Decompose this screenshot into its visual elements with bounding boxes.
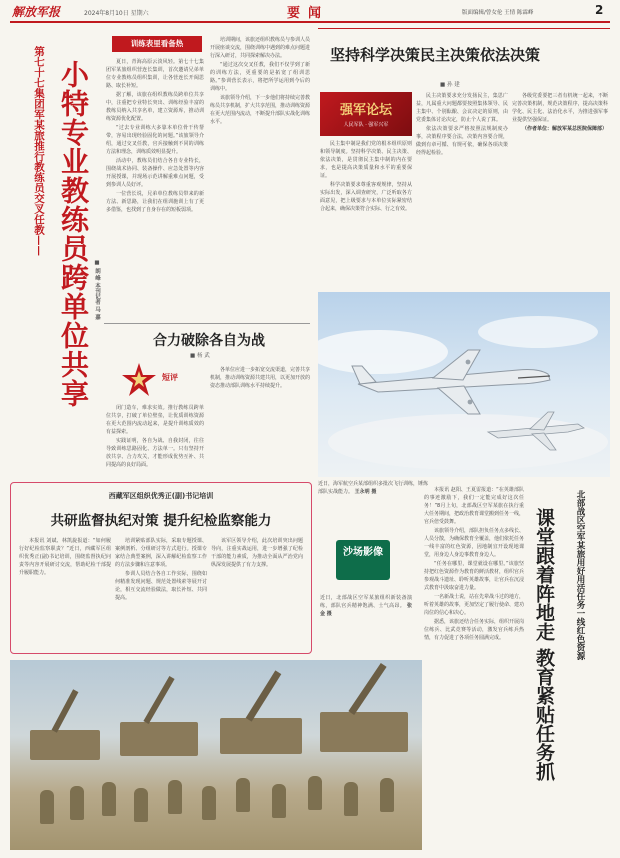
article4-col1	[19, 537, 111, 647]
article3-col2	[416, 92, 508, 288]
article1-paragraph: 夏日，青海高原云淡风轻。第七十七集团军某旅组织营连长集训，首次邀请兄弟单位专业教练员组织集训，让各营连长开阔思路、取长补短。	[106, 59, 204, 89]
feature-caption-text: 近日，北部战区空军某旅组织新装备演练，部队官兵精神饱满、士气高昂。	[320, 595, 412, 609]
article3-title: 坚持科学决策民主决策依法决策	[330, 46, 541, 64]
article4-paragraph: 参训人员结合各自工作实际，围绕如何精准发现问题、规范处置线索等展开讨论，相互交流经验做法，取长补短、共同提高。	[115, 571, 207, 601]
masthead-editors: 版面编辑/曾女伦 王情 陈霖峰	[462, 10, 534, 16]
article2-body-left	[106, 404, 204, 484]
forum-badge-title: 强军论坛	[339, 103, 392, 118]
article1-subtitle: 第七十七集团军某旅推行教练员交叉任教——	[33, 46, 45, 256]
artillery-vehicle	[120, 722, 198, 756]
artillery-vehicle	[220, 718, 302, 754]
article2-body-right	[210, 366, 310, 484]
article5-title: 课堂跟着阵地走 教育紧贴任务抓	[533, 508, 555, 781]
article3-byline: ■ 孙 建	[440, 82, 460, 88]
star-emblem-icon	[120, 360, 158, 400]
soldier	[236, 778, 250, 812]
article1-paragraph: 活动中，教练员们结合各自专业特长，围绕战术协同、装备操作、应急处置等内容开展授课，并现场示范讲解重难点问题，受到参训人员好评。	[106, 158, 204, 188]
artillery-vehicle	[30, 730, 100, 760]
article3-paragraph: （作者单位：解放军某总医院保障部）	[522, 126, 608, 132]
article3-paragraph: 民主集中制是我们党的根本组织原则和领导制度。坚持科学决策、民主决策、依法决策，是贯彻民主集中制的内在要求，也是提高决策质量和水平的重要保证。	[320, 141, 412, 179]
soldier	[70, 786, 84, 820]
article4-paragraph: 本报讯 刘斌、林凯旋报道：“如何履行好纪检监察职责？”近日，西藏军区组织优秀正(副)书记培训，围绕监督执纪问责等内容开展研讨交流，帮助纪检干部提升履职能力。	[19, 538, 111, 576]
article3-col1	[320, 140, 412, 290]
article4-paragraph: 培训紧贴部队实际，采取专题授课、案例剖析、分组研讨等方式进行。授课专家结合典型案例，深入讲解纪检监察工作的方法步骤和注意事项。	[115, 538, 207, 568]
page-number: 2	[595, 3, 604, 17]
article2-title: 合力破除各自为战	[153, 333, 265, 349]
masthead-logo: 解放军报	[12, 5, 61, 19]
article1-paragraph: 一位营长说，兄弟单位教练员带来的新方法、新思路，让我们在组训施训上有了更多借鉴，也找到了自身存在的短板弱项。	[106, 191, 204, 213]
article1-paragraph: “过去专业训练大多靠本单位骨干传帮带，容易出现经验固化的问题。”该旅领导介绍，通过交叉任教，官兵接触到不同的训练方法和理念，训练质效明显提升。	[106, 125, 204, 155]
article3-paragraph: 民主决策要求充分发扬民主，集思广益，凡属重大问题都要按照集体领导、民主集中、个别酝酿、会议决定的原则，由党委集体讨论决定，防止个人说了算。	[416, 93, 508, 123]
article2-byline: ■ 杨 武	[190, 353, 210, 359]
article5-body	[424, 486, 524, 816]
article5-paragraph: 该旅领导介绍，部队担负任务点多线长、人员分散，为确保教育全覆盖，他们依托任务一线丰富的红色资源，因地制宜开设现地课堂，用身边人身边事教育身边人。	[424, 528, 524, 558]
soldier	[308, 776, 322, 810]
article1-paragraph: 据了解，该旅在组织教练员跨单位共享中，注重把专业特长突出、训练经验丰富的教练员纳入共享名单，建立资源库，推动训练资源优化配置。	[106, 92, 204, 122]
artillery-vehicle	[320, 712, 408, 752]
forum-badge	[320, 92, 412, 136]
aircraft-caption-credit: 王永明 摄	[354, 489, 377, 495]
section-title: 要闻	[287, 6, 330, 21]
article3-col3	[512, 92, 608, 288]
article2-paragraph: 闭门造车，难求实效。推行教练员跨单位共享，打破了单位壁垒，让优质训练资源在更大范围内流动起来，是提升训练质效的有益探索。	[106, 405, 204, 435]
column-mid-paragraph: 培训期间，该旅还组织教练员与参训人员开展座谈交流，围绕训练中遇到的难点问题进行深入研讨，共同探索解决办法。	[210, 37, 310, 59]
short-comment-emblem	[120, 360, 158, 400]
soldier	[344, 782, 358, 816]
artillery-photo	[10, 660, 422, 850]
soldier	[134, 788, 148, 822]
feature-caption-credit: 张 金 摄	[320, 603, 412, 617]
aircraft-illustration	[318, 292, 610, 477]
soldier	[380, 778, 394, 812]
article1-kicker: 训练表里看备热	[130, 39, 184, 48]
masthead	[0, 0, 620, 22]
forum-badge-subtitle: 人民军队 · 强军兴军	[343, 122, 389, 128]
feature-badge	[336, 540, 390, 580]
article5-subtitle: 北部战区空军某旅用好用活任务一线红色资源	[575, 490, 585, 660]
column-mid-body	[210, 36, 310, 336]
article4-title: 共研监督执纪对策 提升纪检监察能力	[50, 513, 272, 529]
article3-paragraph: 各级党委要把三者有机统一起来，不断完善决策机制，规范决策程序，提高决策科学化、民主化、法治化水平，为推进强军事业提供坚强保证。	[512, 93, 608, 123]
article2-paragraph: 各单位应进一步拓宽交流渠道，完善共享机制，推动训练资源共建共用，以更加开放的姿态推动部队训练水平持续提升。	[210, 367, 310, 389]
soldier	[102, 782, 116, 816]
aircraft-photo	[318, 292, 610, 477]
soldier	[40, 790, 54, 824]
article5-paragraph: 一名新战士说，站在先辈战斗过的地方，听着英雄的故事，更加坚定了履行使命、建功岗位的信心和决心。	[424, 594, 524, 616]
article4-col3	[211, 537, 303, 647]
article2-paragraph: 实践证明，各自为战、自我封闭，往往导致训练思路固化、方法单一。只有坚持开放共享、合力攻关，才能形成优势互补、共同提高的良好局面。	[106, 438, 204, 468]
column-mid-paragraph: 该旅领导介绍，下一步他们将持续完善教练员共享机制，扩大共享范围，推动训练资源在更大范围内流动，不断提升部队实战化训练水平。	[210, 95, 310, 125]
article4-col2	[115, 537, 207, 647]
article4-paragraph: 该军区领导介绍，此次培训突出问题导向，注重实战运用，进一步增强了纪检干部的能力素质，为推动全面从严治党向纵深发展提供了有力支撑。	[211, 538, 303, 568]
article4-kicker: 西藏军区组织优秀正(副)书记培训	[108, 492, 214, 500]
soldier	[168, 780, 182, 814]
article1-kicker-box	[112, 36, 202, 52]
column-mid-paragraph: “通过这次交叉任教，我们不仅学到了新的训练方法，更重要的是拓宽了组训思路。”参训营长表示，将把所学运用到今后的训练中。	[210, 62, 310, 92]
aircraft-caption	[318, 480, 428, 510]
article5-paragraph: 据悉，该旅还结合任务实际，组织开展岗位练兵、比武竞赛等活动，激发官兵练兵热情，有力促进了各项任务圆满完成。	[424, 619, 524, 641]
aircraft-caption-text: 近日，海军航空兵某部组织多批次飞行训练，锤炼部队实战能力。	[318, 481, 428, 495]
article1-title: 小特专业教练员跨单位共享	[57, 60, 90, 408]
feature-caption	[320, 594, 412, 654]
short-comment-label: 短评	[162, 373, 178, 382]
feature-badge-text: 沙场影像	[343, 547, 383, 558]
article4-box	[10, 482, 312, 654]
article1-body	[106, 58, 204, 288]
article5-paragraph: “任务在哪里，课堂就设在哪里。”该旅坚持把红色资源作为教育的鲜活教材，组织官兵参观战斗遗址、聆听英雄故事，让官兵在沉浸式教育中汲取奋进力量。	[424, 561, 524, 591]
soldier	[202, 786, 216, 820]
masthead-date: 2024年8月10日 星期六	[84, 10, 149, 17]
article5-paragraph: 本报讯 赵阳、王夏雷报道：“在英雄部队的事迹激励下，我们一定能完成好这次任务！”8月上旬，北部战区空军某旅在执行重大任务期间，把政治教育课堂搬到任务一线，官兵倍受鼓舞。	[424, 487, 524, 525]
soldier	[272, 784, 286, 818]
article3-paragraph: 科学决策要求尊重客观规律，坚持从实际出发，深入调查研究，广泛听取各方面意见，把上级要求与本单位实际紧密结合起来，确保决策符合实际、行之有效。	[320, 182, 412, 212]
article3-paragraph: 依法决策要求严格按照法规制度办事，决策程序要合法，决策内容要合规，做到有章可循、有规可依，确保各项决策经得起检验。	[416, 126, 508, 156]
article1-byline: ■ 朗 峰 本刊记者 马 嘉	[94, 260, 100, 320]
